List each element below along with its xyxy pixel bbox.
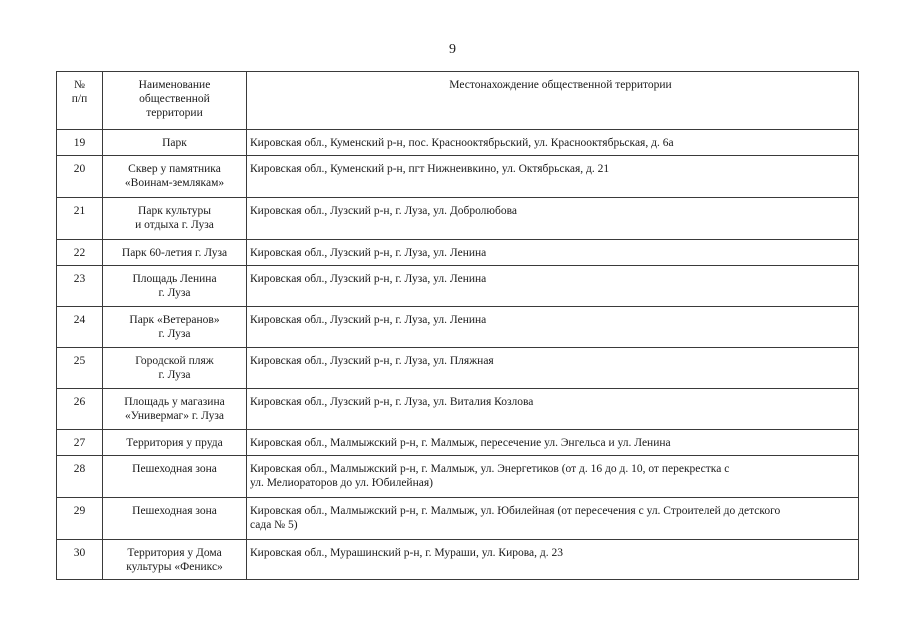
row-number: 28 (73, 463, 86, 475)
territory-location: Кировская обл., Лузский р-н, г. Луза, ул. Ленина (250, 273, 487, 285)
territories-table (56, 71, 859, 580)
territory-name: Парк культуры и отдыха г. Луза (135, 205, 214, 231)
row-number-cell (57, 307, 103, 348)
territory-name-cell (103, 540, 247, 580)
territory-name-cell (103, 240, 247, 266)
row-number-cell (57, 156, 103, 198)
header-num (57, 72, 103, 130)
territory-name-cell (103, 130, 247, 156)
row-number-cell (57, 198, 103, 240)
territory-name-cell (103, 456, 247, 498)
table-row (57, 430, 859, 456)
row-number: 22 (73, 247, 86, 259)
territory-location-cell (247, 130, 859, 156)
territory-location: Кировская обл., Куменский р-н, пос. Краснооктябрьский, ул. Краснооктябрьская, д. 6а (250, 137, 674, 149)
header-location-label: Местонахождение общественной территории (449, 79, 672, 91)
territory-location: Кировская обл., Лузский р-н, г. Луза, ул. Ленина (250, 314, 487, 326)
row-number-cell (57, 130, 103, 156)
territory-location-cell (247, 348, 859, 389)
territory-name-cell (103, 348, 247, 389)
row-number: 25 (73, 355, 86, 367)
table-row (57, 266, 859, 307)
row-number-cell (57, 266, 103, 307)
table-header-row (57, 72, 859, 130)
territory-location-cell (247, 307, 859, 348)
header-name-label: Наименование общественной территории (138, 79, 211, 119)
row-number-cell (57, 456, 103, 498)
header-location (247, 72, 859, 130)
territory-location-cell (247, 389, 859, 430)
territory-location: Кировская обл., Лузский р-н, г. Луза, ул. Виталия Козлова (250, 396, 534, 408)
territory-name-cell (103, 498, 247, 540)
header-num-label: № п/п (71, 79, 88, 105)
territory-name-cell (103, 389, 247, 430)
row-number-cell (57, 430, 103, 456)
row-number: 27 (73, 437, 86, 449)
row-number: 26 (73, 396, 86, 408)
territory-location: Кировская обл., Лузский р-н, г. Луза, ул. Ленина (250, 247, 487, 259)
territory-location: Кировская обл., Малмыжский р-н, г. Малмыж, пересечение ул. Энгельса и ул. Ленина (250, 437, 671, 449)
table-row (57, 540, 859, 580)
territory-location-cell (247, 430, 859, 456)
territory-name: Территория у пруда (126, 437, 223, 449)
territory-name: Пешеходная зона (132, 505, 217, 517)
row-number: 20 (73, 163, 86, 175)
table-row (57, 456, 859, 498)
territory-name-cell (103, 156, 247, 198)
territory-location-cell (247, 498, 859, 540)
territory-location-cell (247, 198, 859, 240)
territory-location: Кировская обл., Куменский р-н, пгт Нижнеивкино, ул. Октябрьская, д. 21 (250, 163, 610, 175)
territory-location: Кировская обл., Лузский р-н, г. Луза, ул. Добролюбова (250, 205, 517, 217)
territory-name: Площадь у магазина «Универмаг» г. Луза (124, 396, 225, 422)
row-number-cell (57, 348, 103, 389)
header-name (103, 72, 247, 130)
row-number-cell (57, 498, 103, 540)
table-row (57, 240, 859, 266)
territory-name: Территория у Дома культуры «Феникс» (126, 547, 223, 573)
territory-location: Кировская обл., Малмыжский р-н, г. Малмыж, ул. Энергетиков (от д. 16 до д. 10, от перекрестка с ул. Мелиораторов до ул. Юбилейная) (250, 463, 730, 489)
row-number-cell (57, 240, 103, 266)
territory-name-cell (103, 198, 247, 240)
row-number-cell (57, 389, 103, 430)
territory-location-cell (247, 240, 859, 266)
table-row (57, 156, 859, 198)
territory-location: Кировская обл., Малмыжский р-н, г. Малмыж, ул. Юбилейная (от пересечения с ул. Строителей до детского сада № 5) (250, 505, 781, 531)
territory-name: Городской пляж г. Луза (135, 355, 214, 381)
territory-name: Парк 60-летия г. Луза (121, 247, 228, 259)
territory-location-cell (247, 266, 859, 307)
row-number-cell (57, 540, 103, 580)
territory-location-cell (247, 540, 859, 580)
table-row (57, 198, 859, 240)
territory-name: Парк «Ветеранов» г. Луза (129, 314, 220, 340)
table-row (57, 130, 859, 156)
table-row (57, 389, 859, 430)
territory-location: Кировская обл., Мурашинский р-н, г. Мураши, ул. Кирова, д. 23 (250, 547, 563, 559)
territory-location-cell (247, 456, 859, 498)
table-row (57, 498, 859, 540)
territory-name-cell (103, 266, 247, 307)
row-number: 21 (73, 205, 86, 217)
row-number: 30 (73, 547, 86, 559)
row-number: 29 (73, 505, 86, 517)
territory-name: Площадь Ленина г. Луза (132, 273, 217, 299)
table-row (57, 307, 859, 348)
territory-name-cell (103, 430, 247, 456)
territory-name: Пешеходная зона (132, 463, 217, 475)
row-number: 19 (73, 137, 86, 149)
page-number: 9 (449, 42, 456, 57)
table-body (57, 130, 859, 580)
territory-location-cell (247, 156, 859, 198)
table-row (57, 348, 859, 389)
territory-name: Сквер у памятника «Воинам-землякам» (124, 163, 225, 189)
row-number: 23 (73, 273, 86, 285)
territory-location: Кировская обл., Лузский р-н, г. Луза, ул. Пляжная (250, 355, 494, 367)
row-number: 24 (73, 314, 86, 326)
territory-name: Парк (162, 137, 187, 149)
territory-name-cell (103, 307, 247, 348)
